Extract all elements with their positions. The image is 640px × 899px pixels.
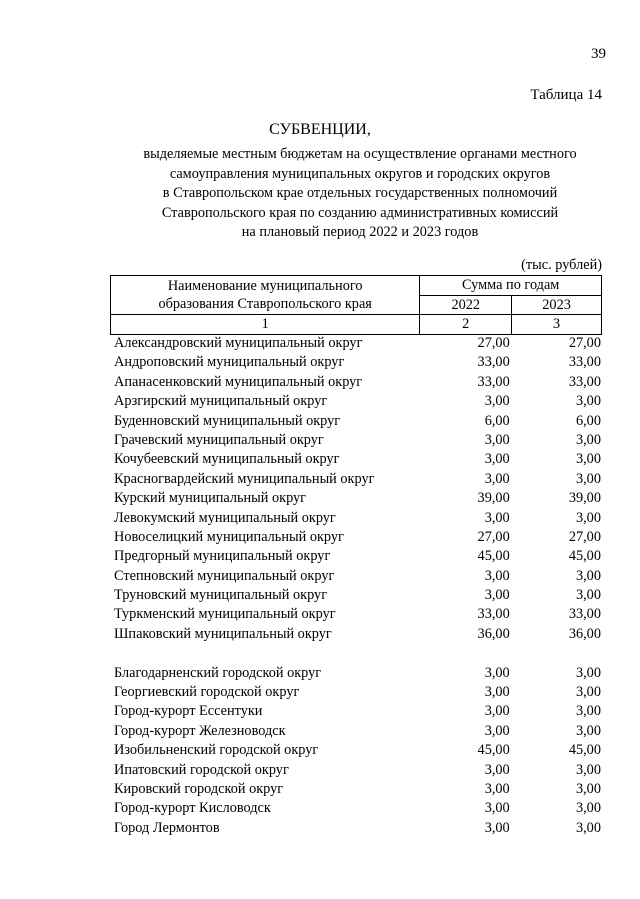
table-row <box>110 780 602 799</box>
header-name-line: Наименование муниципального <box>167 277 363 294</box>
row-value-2023: 3,00 <box>575 819 601 836</box>
table-row <box>110 489 602 508</box>
table-row <box>110 741 602 760</box>
row-name-cell: Кочубеевский муниципальный округ <box>114 451 340 468</box>
header-col-number: 3 <box>512 315 602 335</box>
table-row <box>110 702 602 721</box>
row-value-2023: 39,00 <box>568 490 601 507</box>
row-name-cell: Предгорный муниципальный округ <box>114 548 331 565</box>
row-name-cell: Шпаковский муниципальный округ <box>114 625 332 642</box>
row-value-2022: 33,00 <box>477 606 510 623</box>
row-value-2023: 33,00 <box>568 354 601 371</box>
row-value-2022: 33,00 <box>477 373 510 390</box>
row-value-2023: 3,00 <box>575 722 601 739</box>
table-row <box>110 470 602 489</box>
units-label: (тыс. рублей) <box>521 257 602 273</box>
subtitle-line: самоуправления муниципальных округов и городских округов <box>169 165 551 182</box>
row-value-2023: 45,00 <box>568 742 601 759</box>
group-spacer <box>110 644 602 663</box>
table-row <box>110 799 602 818</box>
row-value-2022: 3,00 <box>484 800 510 817</box>
row-name-cell: Город-курорт Ессентуки <box>114 703 263 720</box>
row-name-cell: Новоселицкий муниципальный округ <box>114 528 344 545</box>
row-name-cell: Курский муниципальный округ <box>114 490 307 507</box>
row-name-cell: Красногвардейский муниципальный округ <box>114 470 375 487</box>
header-name-line: образования Ставропольского края <box>158 296 372 312</box>
page-number: 39 <box>591 46 606 62</box>
table-row <box>110 450 602 469</box>
row-name-cell: Буденновский муниципальный округ <box>114 412 341 429</box>
table-body <box>110 334 602 838</box>
table-row <box>110 683 602 702</box>
row-name-cell: Кировский городской округ <box>114 780 284 797</box>
row-name-cell: Андроповский муниципальный округ <box>114 354 345 371</box>
row-name-cell: Левокумский муниципальный округ <box>114 509 336 526</box>
row-value-2022: 3,00 <box>484 470 510 487</box>
row-value-2023: 33,00 <box>568 606 601 623</box>
header-year-2022: 2022 <box>420 295 512 315</box>
row-name-cell: Арзгирский муниципальный округ <box>114 393 328 410</box>
row-name-cell: Степновский муниципальный округ <box>114 567 335 584</box>
table-row <box>110 373 602 392</box>
header-col-number: 1 <box>111 315 420 335</box>
row-value-2022: 3,00 <box>484 431 510 448</box>
table-row <box>110 528 602 547</box>
row-name-cell: Город Лермонтов <box>114 819 220 836</box>
table-row <box>110 353 602 372</box>
subtitle-line: в Ставропольском крае отдельных государственных полномочий <box>162 185 558 202</box>
row-value-2022: 3,00 <box>484 761 510 778</box>
document-title: СУБВЕНЦИИ, <box>269 121 371 138</box>
header-sum-label: Сумма по годам <box>420 276 602 296</box>
row-value-2023: 3,00 <box>575 509 601 526</box>
row-value-2022: 3,00 <box>484 587 510 604</box>
row-value-2022: 33,00 <box>477 354 510 371</box>
row-value-2023: 3,00 <box>575 780 601 797</box>
subtitle-line: на плановый период 2022 и 2023 годов <box>241 224 479 241</box>
table-row <box>110 392 602 411</box>
row-value-2023: 3,00 <box>575 393 601 410</box>
row-value-2022: 3,00 <box>484 664 510 681</box>
row-value-2023: 27,00 <box>568 335 601 351</box>
row-name-cell: Труновский муниципальный округ <box>114 587 328 604</box>
row-value-2023: 3,00 <box>575 470 601 487</box>
row-value-2023: 3,00 <box>575 761 601 778</box>
row-value-2022: 27,00 <box>477 335 510 351</box>
row-name-cell: Туркменский муниципальный округ <box>114 606 336 623</box>
row-value-2023: 3,00 <box>575 664 601 681</box>
row-value-2022: 3,00 <box>484 393 510 410</box>
row-name-cell: Георгиевский городской округ <box>114 684 300 701</box>
table-row <box>110 586 602 605</box>
row-value-2023: 3,00 <box>575 684 601 701</box>
subtitle-line: выделяемые местным бюджетам на осуществление органами местного <box>143 146 577 162</box>
row-value-2022: 39,00 <box>477 490 510 507</box>
document-subtitle <box>100 145 620 243</box>
row-value-2022: 36,00 <box>477 625 510 642</box>
table-row <box>110 509 602 528</box>
row-value-2022: 3,00 <box>484 451 510 468</box>
table-row <box>110 605 602 624</box>
row-value-2022: 27,00 <box>477 528 510 545</box>
row-name-cell: Апанасенковский муниципальный округ <box>114 373 363 390</box>
row-value-2023: 36,00 <box>568 625 601 642</box>
row-name-cell: Александровский муниципальный округ <box>114 335 363 351</box>
row-name-cell: Изобильненский городской округ <box>114 742 319 759</box>
table-row <box>110 431 602 450</box>
row-value-2022: 3,00 <box>484 780 510 797</box>
row-value-2023: 3,00 <box>575 451 601 468</box>
table-row <box>110 334 602 353</box>
table-row <box>110 664 602 683</box>
table-header <box>110 275 602 335</box>
table-row <box>110 547 602 566</box>
row-value-2023: 3,00 <box>575 587 601 604</box>
header-name-column <box>111 276 420 315</box>
header-year-2023: 2023 <box>512 295 602 315</box>
row-value-2023: 3,00 <box>575 431 601 448</box>
row-name-cell: Город-курорт Железноводск <box>114 722 286 739</box>
table-row <box>110 412 602 431</box>
municipal-okrugs-group <box>110 334 602 644</box>
row-value-2022: 3,00 <box>484 509 510 526</box>
row-value-2022: 45,00 <box>477 548 510 565</box>
row-name-cell: Ипатовский городской округ <box>114 761 289 778</box>
table-row <box>110 567 602 586</box>
table-label: Таблица 14 <box>530 87 602 103</box>
row-value-2023: 27,00 <box>568 528 601 545</box>
row-value-2023: 3,00 <box>575 567 601 584</box>
table-row <box>110 819 602 838</box>
table-row <box>110 722 602 741</box>
table-row <box>110 761 602 780</box>
row-value-2022: 3,00 <box>484 684 510 701</box>
header-col-number: 2 <box>420 315 512 335</box>
row-value-2022: 6,00 <box>484 412 510 429</box>
row-value-2023: 6,00 <box>575 412 601 429</box>
city-okrugs-group <box>110 664 602 839</box>
row-value-2023: 3,00 <box>575 703 601 720</box>
row-value-2023: 33,00 <box>568 373 601 390</box>
row-value-2022: 3,00 <box>484 567 510 584</box>
subtitle-line: Ставропольского края по созданию административных комиссий <box>161 204 559 221</box>
row-value-2023: 3,00 <box>575 800 601 817</box>
table-row <box>110 625 602 644</box>
row-name-cell: Грачевский муниципальный округ <box>114 431 324 448</box>
row-value-2022: 3,00 <box>484 722 510 739</box>
row-value-2022: 3,00 <box>484 703 510 720</box>
row-value-2023: 45,00 <box>568 548 601 565</box>
row-name-cell: Город-курорт Кисловодск <box>114 800 271 817</box>
row-value-2022: 3,00 <box>484 819 510 836</box>
row-value-2022: 45,00 <box>477 742 510 759</box>
row-name-cell: Благодарненский городской округ <box>114 664 322 681</box>
